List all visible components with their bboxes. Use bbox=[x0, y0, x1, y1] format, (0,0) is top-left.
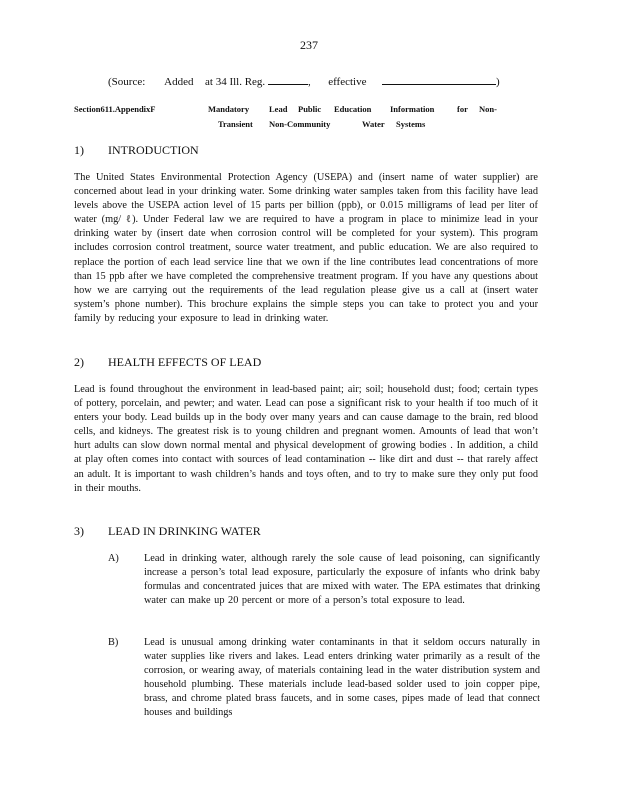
heading-title: LEAD IN DRINKING WATER bbox=[108, 524, 261, 538]
heading-number: 3) bbox=[74, 524, 84, 538]
heading-health-effects bbox=[74, 355, 261, 370]
heading-title: INTRODUCTION bbox=[108, 143, 199, 157]
source-added: Added bbox=[164, 76, 194, 88]
subsection-text: Lead in drinking water, although rarely the sole cause of lead poisoning, can significantly increase a person’s total lead exposure, particularly the exposure of infants who drink baby formulas and concentrated juices that are mixed with water. The EPA estimates that drinking water can make up 20 percent or more of a person’s total exposure to lead. bbox=[144, 553, 540, 607]
subsection-text: Lead is unusual among drinking water contaminants in that it seldom occurs naturally in water supplies like rivers and lakes. Lead enters drinking water primarily as a result of the corrosion, or wearing away, of materials containing lead in the water distribution system and household plumbing. These materials include lead-based solder used to join copper pipe, brass, and chrome plated brass faucets, and in some cases, pipes made of lead that connect houses and buildings bbox=[144, 637, 540, 719]
section-id: Section611.AppendixF bbox=[74, 104, 156, 114]
subsection-letter: A) bbox=[108, 553, 119, 564]
header-public: Public bbox=[298, 104, 322, 114]
source-register: at 34 Ill. Reg. bbox=[205, 76, 266, 88]
header-non: Non- bbox=[479, 104, 497, 114]
source-open: (Source: bbox=[108, 76, 146, 88]
header-transient: Transient bbox=[218, 119, 253, 129]
source-comma: , bbox=[307, 76, 311, 88]
page-number: 237 bbox=[300, 38, 318, 52]
heading-number: 1) bbox=[74, 143, 84, 157]
heading-introduction bbox=[74, 143, 199, 158]
heading-title: HEALTH EFFECTS OF LEAD bbox=[108, 355, 262, 369]
header-systems: Systems bbox=[396, 119, 426, 129]
source-effective: effective bbox=[328, 76, 367, 88]
heading-lead-in-drinking-water bbox=[74, 524, 261, 539]
register-blank bbox=[268, 74, 308, 85]
subsection-letter: B) bbox=[108, 637, 119, 648]
header-non-community: Non-Community bbox=[269, 119, 331, 129]
source-close: ) bbox=[495, 76, 500, 88]
header-information: Information bbox=[390, 104, 435, 114]
header-water: Water bbox=[362, 119, 385, 129]
header-mandatory: Mandatory bbox=[208, 104, 250, 114]
source-note bbox=[108, 74, 500, 88]
introduction-paragraph: The United States Environmental Protection Agency (USEPA) and (insert name of water supplier) are concerned about lead in your drinking water. Some drinking water samples taken from this facility have lead levels above the USEPA action level of 15 parts per billion (ppb), or 0.015 milligrams of lead per liter of water (mg/ ℓ). Under Federal law we are required to have a program in place to minimize lead in your drinking water by (insert date when corrosion control will be completed for your system). This program includes corrosion control treatment, source water treatment, and public education. We are also required to replace the portion of each lead service line that we own if the line contributes lead concentrations of more than 15 ppb after we have completed the comprehensive treatment program. If you have any questions about how we are carrying out the requirements of the lead regulation please give us a call at (insert water system’s phone number). This brochure explains the simple steps you can take to protect you and your family by reducing your exposure to lead in drinking water. bbox=[74, 172, 538, 324]
effective-date-blank bbox=[382, 74, 496, 85]
subsection-b bbox=[108, 636, 540, 721]
header-for: for bbox=[457, 104, 468, 114]
subsection-a bbox=[108, 552, 540, 608]
header-education: Education bbox=[334, 104, 372, 114]
health-effects-paragraph: Lead is found throughout the environment in lead-based paint; air; soil; household dust; food; certain types of pottery, porcelain, and pewter; and water. Lead can pose a significant risk to your health if too much of it enters your body. Lead builds up in the body over many years and can cause damage to the brain, red blood cells, and kidneys. The greatest risk is to young children and pregnant women. Amounts of lead that won’t hurt adults can slow down normal mental and physical development of growing bodies . In addition, a child at play often comes into contact with sources of lead contamination -- like dirt and dust -- that rarely affect an adult. It is important to wash children’s hands and toys often, and to try to make sure they only put food in their mouths. bbox=[74, 384, 538, 494]
heading-number: 2) bbox=[74, 355, 84, 369]
header-lead: Lead bbox=[269, 104, 288, 114]
